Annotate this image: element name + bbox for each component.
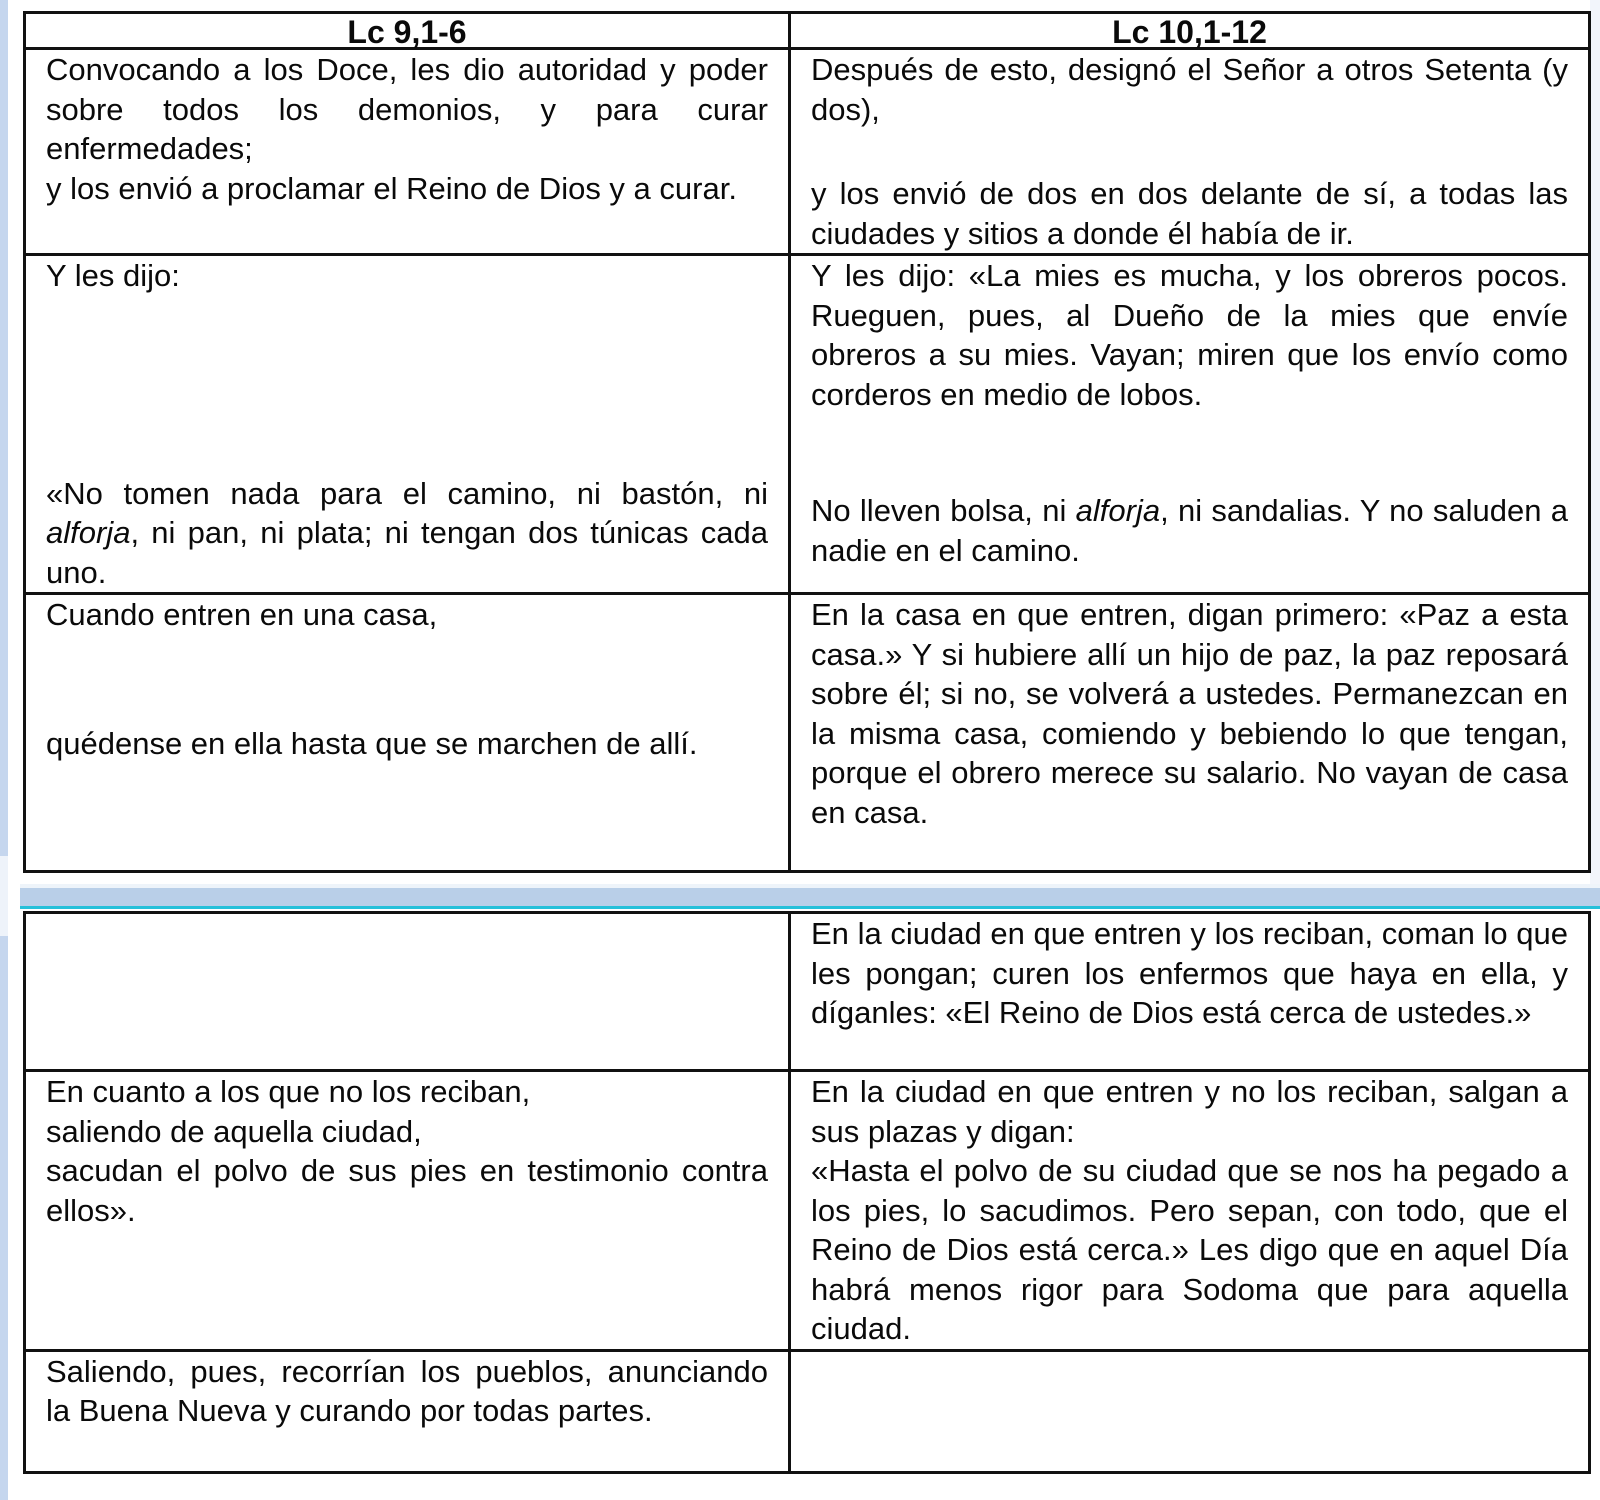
header-row [25,13,1590,49]
header-lc-10: Lc 10,1-12 [790,13,1590,49]
table-row [25,1071,1590,1351]
synoptic-table-part-1 [23,11,1591,873]
page-break-divider [20,884,1600,909]
cell-lc9-departure [25,1350,790,1472]
text-paragraph: No lleven bolsa, ni alforja, ni sandalias. Y no saluden a nadie en el camino. [811,493,1568,568]
text-paragraph: y los envió de dos en dos delante de sí, a todas las ciudades y sitios a donde él había de ir. [811,176,1568,251]
table-row [25,594,1590,872]
cell-lc9-not-received [25,1071,790,1351]
cell-lc9-commission [25,49,790,255]
table-row [25,913,1590,1071]
text-paragraph: Y les dijo: «La mies es mucha, y los obreros pocos. Rueguen, pues, al Dueño de la mies que envíe obreros a su mies. Vayan; miren que los envío como corderos en medio de lobos. [811,258,1568,412]
cell-lc9-house [25,594,790,872]
text-paragraph: «No tomen nada para el camino, ni bastón, ni alforja, ni pan, ni plata; ni tengan dos túnicas cada uno. [46,475,768,590]
divider-highlight [20,884,1600,888]
text-paragraph: quédense en ella hasta que se marchen de allí. [46,725,698,761]
text-paragraph: En la casa en que entren, digan primero: «Paz a esta casa.» Y si hubiere allí un hijo de paz, la paz reposará sobre él; si no, se volverá a ustedes. Permanezcan en la misma casa, comiendo y bebiendo lo que tengan, porque el obrero merece su salario. No vayan de casa en casa. [811,597,1568,830]
cell-lc10-city-receive [790,913,1590,1071]
text-paragraph: saliendo de aquella ciudad, [46,1113,422,1149]
text-paragraph: En cuanto a los que no los reciban, [46,1074,531,1109]
cell-lc10-empty [790,1350,1590,1472]
text-paragraph: En la ciudad en que entren y los reciban, coman lo que les pongan; curen los enfermos que haya en ella, y díganles: «El Reino de Dios está cerca de ustedes.» [811,916,1568,1030]
text-paragraph: Convocando a los Doce, les dio autoridad y poder sobre todos los demonios, y para curar enfermedades; [46,52,768,166]
cell-lc10-not-received [790,1071,1590,1351]
synoptic-table-part-2 [23,911,1591,1474]
cell-lc9-empty [25,913,790,1071]
page-margin-strip [0,0,8,1500]
text-paragraph: sacudan el polvo de sus pies en testimonio contra ellos». [46,1153,768,1228]
text-paragraph: Después de esto, designó el Señor a otros Setenta (y dos), [811,52,1568,127]
cell-lc10-instructions [790,255,1590,594]
text-paragraph: y los envió a proclamar el Reino de Dios y a curar. [46,170,737,206]
text-paragraph: «Hasta el polvo de su ciudad que se nos ha pegado a los pies, lo sacudimos. Pero sepan, con todo, que el Reino de Dios está cerca.» Les digo que en aquel Día habrá menos rigor para Sodoma que para aquella ciudad. [811,1153,1568,1346]
page-margin-gap [0,856,8,936]
header-lc-9: Lc 9,1-6 [25,13,790,49]
table-row [25,255,1590,594]
text-paragraph: En la ciudad en que entren y no los reciban, salgan a sus plazas y digan: [811,1074,1568,1149]
cell-lc10-commission [790,49,1590,255]
table-row [25,1350,1590,1472]
text-paragraph: Cuando entren en una casa, [46,597,438,632]
text-paragraph: Saliendo, pues, recorrían los pueblos, anunciando la Buena Nueva y curando por todas partes. [46,1353,768,1428]
page-right-margin [1590,0,1600,900]
table-row [25,49,1590,255]
cell-lc10-house [790,594,1590,872]
cell-lc9-instructions [25,255,790,594]
text-paragraph: Y les dijo: [46,258,180,293]
